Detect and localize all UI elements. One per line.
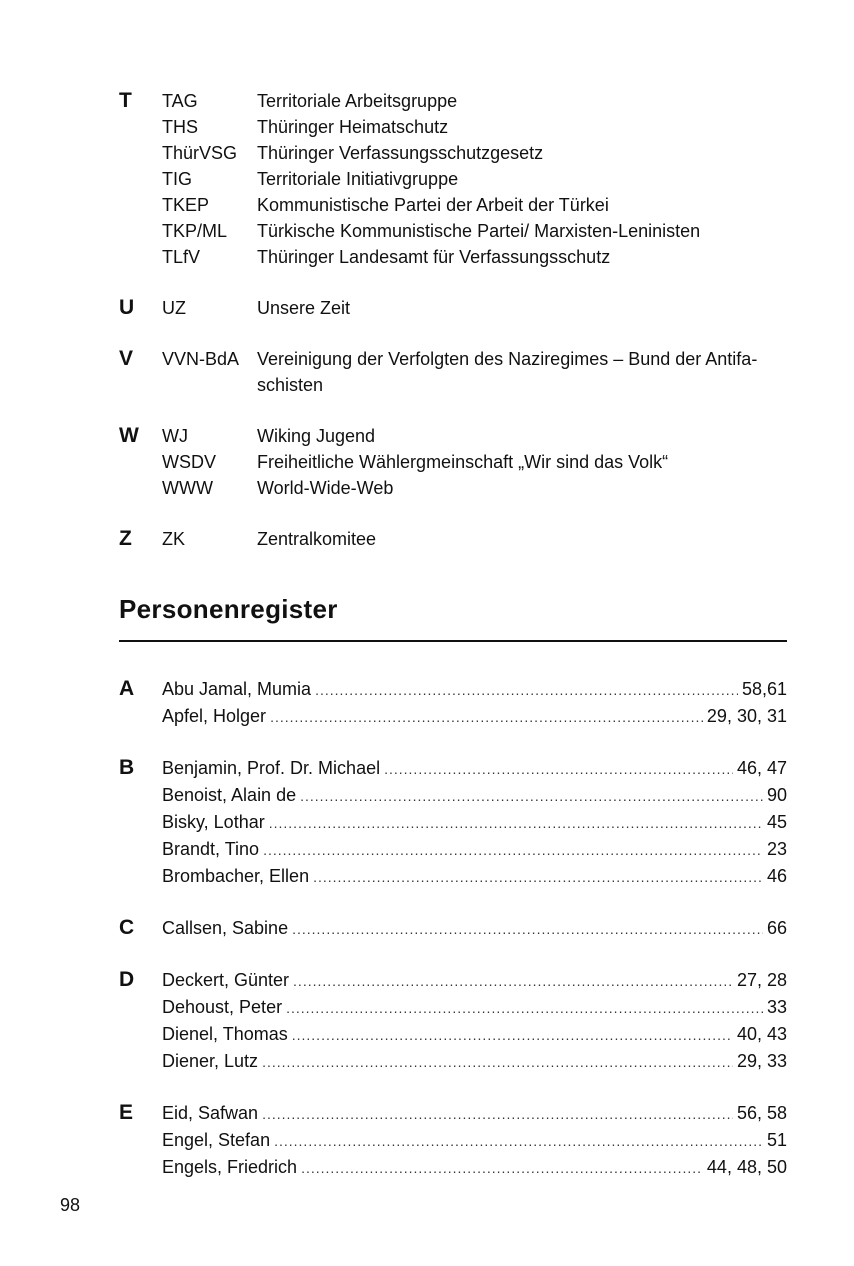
register-group-d (119, 967, 787, 1075)
page-references: 40, 43 (736, 1024, 787, 1044)
dot-leader (293, 968, 733, 994)
person-name: Apfel, Holger (162, 706, 267, 726)
group-letter: C (119, 916, 135, 939)
abbreviation-code: THS (162, 117, 198, 137)
abbreviation-expansion: Thüringer Heimatschutz (257, 117, 449, 137)
abbreviation-code: UZ (162, 298, 186, 318)
register-entry (162, 1021, 787, 1048)
page-references: 56, 58 (736, 1103, 787, 1123)
abbreviation-code: ZK (162, 529, 186, 549)
register-entry (162, 967, 787, 994)
register-entry (162, 703, 787, 730)
dot-leader (313, 864, 763, 890)
abbreviation-row (119, 475, 799, 501)
page-references: 46 (766, 866, 787, 886)
register-entry (162, 1127, 787, 1154)
page-references: 29, 30, 31 (706, 706, 787, 726)
dot-leader (269, 810, 763, 836)
register-group-e (119, 1100, 787, 1181)
abbreviation-code: WSDV (162, 452, 216, 472)
abbreviation-expansion: Türkische Kommunistische Partei/ Marxisten-Leninisten (257, 221, 701, 241)
person-name: Brandt, Tino (162, 839, 260, 859)
dot-leader (286, 995, 763, 1021)
register-entry (162, 863, 787, 890)
page-references: 66 (766, 918, 787, 938)
register-entry (162, 836, 787, 863)
abbreviation-code: WWW (162, 478, 213, 498)
page-references: 33 (766, 997, 787, 1017)
dot-leader (262, 1049, 733, 1075)
abbreviation-expansion: Wiking Jugend (257, 426, 376, 446)
register-entry (162, 1100, 787, 1127)
group-letter: E (119, 1101, 134, 1124)
dot-leader (263, 837, 763, 863)
abbreviation-group-v (119, 346, 799, 398)
abbreviation-row (119, 526, 799, 552)
abbreviation-expansion: Freiheitliche Wählergmeinschaft „Wir sind das Volk“ (257, 452, 669, 472)
page-references: 27, 28 (736, 970, 787, 990)
register-entry (162, 994, 787, 1021)
register-entry (162, 1048, 787, 1075)
dot-leader (300, 783, 763, 809)
page-references: 51 (766, 1130, 787, 1150)
dot-leader (301, 1155, 703, 1181)
abbreviation-group-z (119, 526, 799, 552)
page-references: 45 (766, 812, 787, 832)
group-letter: U (119, 296, 135, 319)
abbreviation-row (119, 346, 799, 398)
person-name: Brombacher, Ellen (162, 866, 310, 886)
person-name: Dienel, Thomas (162, 1024, 288, 1044)
abbreviation-code: TLfV (162, 247, 201, 267)
page-references: 29, 33 (736, 1051, 787, 1071)
register-entry (162, 809, 787, 836)
page-references: 44, 48, 50 (706, 1157, 787, 1177)
abbreviation-row (119, 449, 799, 475)
abbreviation-expansion: Thüringer Verfassungsschutzgesetz (257, 143, 544, 163)
person-name: Eid, Safwan (162, 1103, 259, 1123)
abbreviation-expansion: Thüringer Landesamt für Verfassungsschutz (257, 247, 611, 267)
person-name: Deckert, Günter (162, 970, 290, 990)
abbreviation-list (119, 88, 799, 577)
person-name: Benoist, Alain de (162, 785, 297, 805)
abbreviation-expansion: World-Wide-Web (257, 478, 394, 498)
dot-leader (292, 916, 763, 942)
page-references: 46, 47 (736, 758, 787, 778)
abbreviation-code: WJ (162, 426, 188, 446)
abbreviation-group-u (119, 295, 799, 321)
person-name: Diener, Lutz (162, 1051, 259, 1071)
abbreviation-row (119, 423, 799, 449)
abbreviation-row (119, 295, 799, 321)
group-letter: B (119, 756, 135, 779)
group-letter: D (119, 968, 135, 991)
dot-leader (315, 677, 738, 703)
abbreviation-code: TAG (162, 91, 198, 111)
person-register (119, 676, 787, 1206)
register-group-c (119, 915, 787, 942)
abbreviation-expansion: Vereinigung der Verfolgten des Naziregimes – Bund der Antifa-schisten (257, 349, 758, 395)
person-name: Abu Jamal, Mumia (162, 679, 312, 699)
dot-leader (384, 756, 733, 782)
abbreviation-row (119, 244, 799, 270)
group-letter: W (119, 424, 139, 447)
dot-leader (262, 1101, 733, 1127)
heading-rule (119, 640, 787, 642)
abbreviation-code: VVN-BdA (162, 349, 240, 369)
group-letter: Z (119, 527, 132, 550)
abbreviation-group-w (119, 423, 799, 501)
register-entry (162, 915, 787, 942)
abbreviation-code: TIG (162, 169, 192, 189)
page-references: 90 (766, 785, 787, 805)
section-heading: Personenregister (119, 594, 338, 624)
abbreviation-row (119, 88, 799, 114)
abbreviation-code: TKP/ML (162, 221, 228, 241)
dot-leader (270, 704, 703, 730)
person-name: Engel, Stefan (162, 1130, 271, 1150)
register-group-a (119, 676, 787, 730)
abbreviation-group-t (119, 88, 799, 270)
person-name: Benjamin, Prof. Dr. Michael (162, 758, 381, 778)
page-references: 58,61 (741, 679, 787, 699)
register-entry (162, 782, 787, 809)
register-group-b (119, 755, 787, 890)
abbreviation-expansion: Territoriale Arbeitsgruppe (257, 91, 458, 111)
person-name: Callsen, Sabine (162, 918, 289, 938)
person-name: Dehoust, Peter (162, 997, 283, 1017)
group-letter: V (119, 347, 134, 370)
abbreviation-expansion: Unsere Zeit (257, 298, 351, 318)
page-references: 23 (766, 839, 787, 859)
abbreviation-row (119, 114, 799, 140)
abbreviation-code: ThürVSG (162, 143, 238, 163)
abbreviation-row (119, 218, 799, 244)
dot-leader (274, 1128, 763, 1154)
abbreviation-row (119, 140, 799, 166)
abbreviation-code: TKEP (162, 195, 210, 215)
dot-leader (292, 1022, 733, 1048)
group-letter: T (119, 89, 132, 112)
register-entry (162, 1154, 787, 1181)
abbreviation-expansion: Zentralkomitee (257, 529, 377, 549)
person-name: Bisky, Lothar (162, 812, 265, 832)
group-letter: A (119, 677, 135, 700)
person-name: Engels, Friedrich (162, 1157, 298, 1177)
page-number: 98 (60, 1195, 81, 1215)
abbreviation-expansion: Territoriale Initiativgruppe (257, 169, 459, 189)
abbreviation-row (119, 166, 799, 192)
abbreviation-row (119, 192, 799, 218)
register-entry (162, 755, 787, 782)
abbreviation-expansion: Kommunistische Partei der Arbeit der Türkei (257, 195, 609, 215)
register-entry (162, 676, 787, 703)
